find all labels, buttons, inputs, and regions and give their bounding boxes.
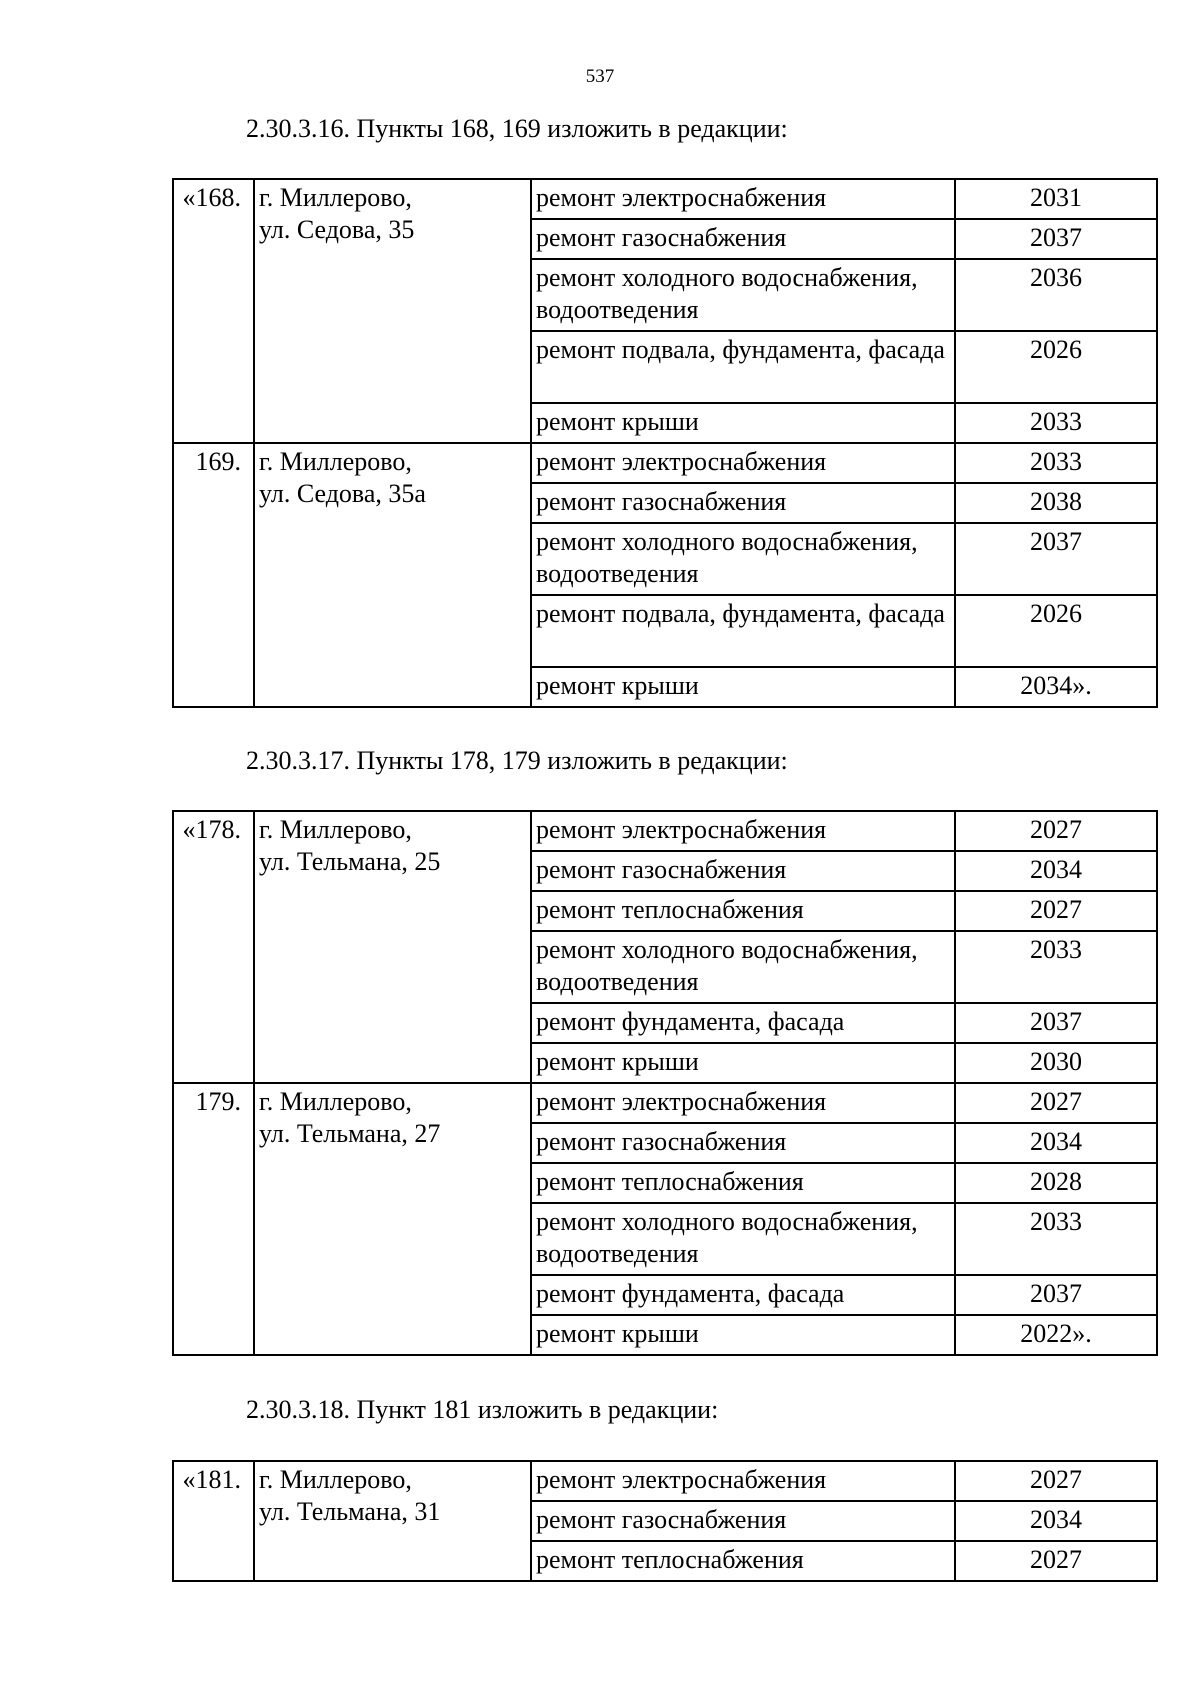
work-name: ремонт газоснабжения	[531, 219, 955, 259]
work-name: ремонт подвала, фундамента, фасада	[531, 595, 955, 667]
address-city: г. Миллерово,	[259, 183, 412, 212]
work-name: ремонт электроснабжения	[531, 179, 955, 219]
work-name: ремонт теплоснабжения	[531, 1541, 955, 1581]
table-row	[173, 179, 1157, 219]
item-address	[254, 811, 531, 1083]
work-name: ремонт фундамента, фасада	[531, 1275, 955, 1315]
work-year: 2037	[955, 523, 1157, 595]
work-name: ремонт электроснабжения	[531, 1083, 955, 1123]
page-number: 537	[585, 66, 615, 87]
work-year: 2031	[955, 179, 1157, 219]
work-year: 2022».	[955, 1315, 1157, 1355]
repair-schedule-table	[172, 178, 1158, 708]
work-year: 2027	[955, 1083, 1157, 1123]
address-street: ул. Тельмана, 31	[259, 1497, 441, 1526]
address-street: ул. Седова, 35а	[259, 479, 426, 508]
work-year: 2033	[955, 403, 1157, 443]
work-year: 2034	[955, 1123, 1157, 1163]
work-year: 2033	[955, 1203, 1157, 1275]
address-street: ул. Седова, 35	[259, 215, 415, 244]
address-city: г. Миллерово,	[259, 447, 412, 476]
work-year: 2030	[955, 1043, 1157, 1083]
work-name: ремонт электроснабжения	[531, 1461, 955, 1501]
table-row	[173, 1083, 1157, 1123]
work-name: ремонт холодного водоснабжения, водоотведения	[531, 523, 955, 595]
work-year: 2026	[955, 331, 1157, 403]
work-name: ремонт фундамента, фасада	[531, 1003, 955, 1043]
work-year: 2038	[955, 483, 1157, 523]
address-street: ул. Тельмана, 25	[259, 847, 441, 876]
work-year: 2026	[955, 595, 1157, 667]
item-address	[254, 179, 531, 443]
work-name: ремонт электроснабжения	[531, 811, 955, 851]
table-row	[173, 811, 1157, 851]
work-name: ремонт электроснабжения	[531, 443, 955, 483]
work-year: 2037	[955, 1275, 1157, 1315]
work-year: 2028	[955, 1163, 1157, 1203]
work-year: 2036	[955, 259, 1157, 331]
address-city: г. Миллерово,	[259, 1465, 412, 1494]
repair-schedule-table	[172, 810, 1158, 1356]
section-heading: 2.30.3.16. Пункты 168, 169 изложить в редакции:	[246, 114, 788, 143]
work-year: 2034	[955, 1501, 1157, 1541]
work-name: ремонт газоснабжения	[531, 851, 955, 891]
item-number: «168.	[173, 179, 254, 443]
work-name: ремонт теплоснабжения	[531, 1163, 955, 1203]
work-year: 2034	[955, 851, 1157, 891]
work-name: ремонт холодного водоснабжения, водоотведения	[531, 1203, 955, 1275]
item-address	[254, 1083, 531, 1355]
address-city: г. Миллерово,	[259, 1087, 412, 1116]
work-name: ремонт крыши	[531, 1315, 955, 1355]
work-year: 2027	[955, 1541, 1157, 1581]
work-year: 2027	[955, 1461, 1157, 1501]
work-name: ремонт подвала, фундамента, фасада	[531, 331, 955, 403]
work-name: ремонт крыши	[531, 403, 955, 443]
work-year: 2033	[955, 443, 1157, 483]
repair-schedule-table	[172, 1460, 1158, 1582]
work-year: 2037	[955, 1003, 1157, 1043]
item-address	[254, 443, 531, 707]
section-heading: 2.30.3.17. Пункты 178, 179 изложить в редакции:	[246, 746, 788, 775]
table-row	[173, 443, 1157, 483]
work-year: 2034».	[955, 667, 1157, 707]
work-name: ремонт холодного водоснабжения, водоотведения	[531, 931, 955, 1003]
work-year: 2027	[955, 891, 1157, 931]
work-name: ремонт газоснабжения	[531, 483, 955, 523]
address-city: г. Миллерово,	[259, 815, 412, 844]
item-number: 169.	[173, 443, 254, 707]
item-number: 179.	[173, 1083, 254, 1355]
work-name: ремонт крыши	[531, 1043, 955, 1083]
work-year: 2037	[955, 219, 1157, 259]
work-name: ремонт газоснабжения	[531, 1123, 955, 1163]
work-name: ремонт крыши	[531, 667, 955, 707]
work-name: ремонт газоснабжения	[531, 1501, 955, 1541]
address-street: ул. Тельмана, 27	[259, 1119, 441, 1148]
work-year: 2033	[955, 931, 1157, 1003]
item-address	[254, 1461, 531, 1581]
item-number: «181.	[173, 1461, 254, 1581]
work-name: ремонт холодного водоснабжения, водоотведения	[531, 259, 955, 331]
item-number: «178.	[173, 811, 254, 1083]
work-name: ремонт теплоснабжения	[531, 891, 955, 931]
table-row	[173, 1461, 1157, 1501]
section-heading: 2.30.3.18. Пункт 181 изложить в редакции:	[246, 1395, 719, 1424]
work-year: 2027	[955, 811, 1157, 851]
